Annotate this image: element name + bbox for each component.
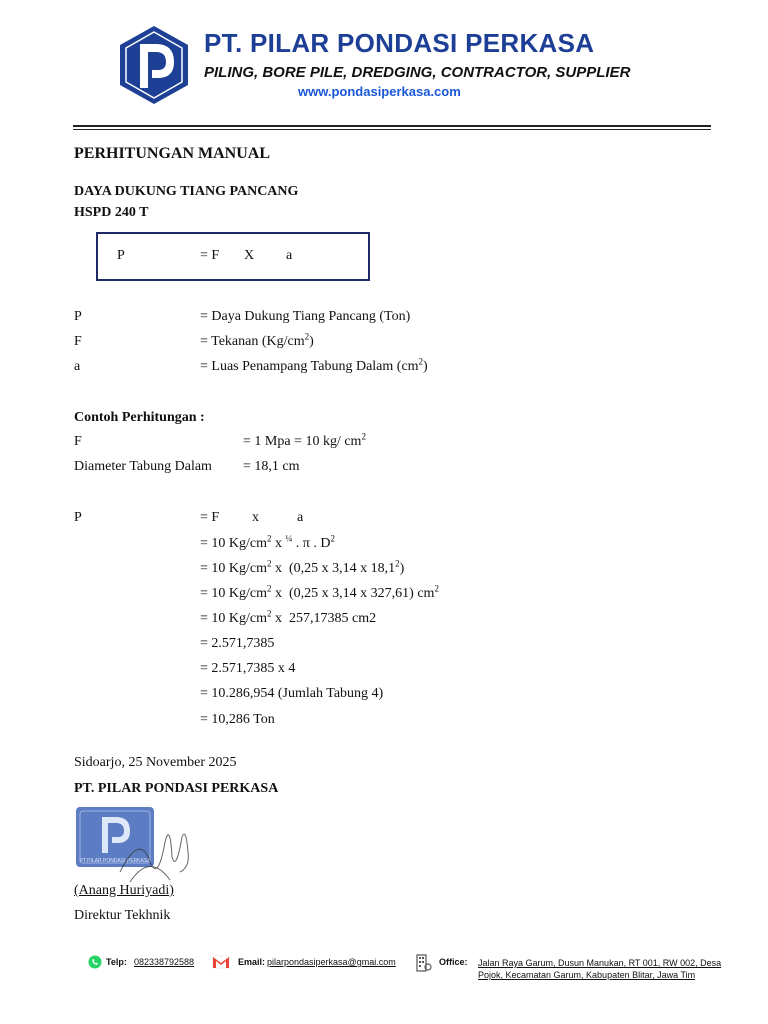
signature-scribble	[110, 812, 200, 892]
calc-p-label: P	[74, 510, 82, 525]
formula-a: a	[286, 248, 293, 263]
calc-line-2: = 10 $Kg/cm^2$ x $^{\frac{1}{4}}$ . π . $D^2$	[200, 533, 335, 551]
signatory-name: (Anang Huriyadi)	[74, 883, 174, 898]
calc-line-1-eq: = F	[200, 510, 220, 525]
gmail-icon	[212, 955, 230, 969]
definition-text-f: = Tekanan $(Kg/cm^2)$	[200, 331, 314, 349]
calc-line-5: = 10 $Kg/cm^2$ x 257,17385 cm2	[200, 608, 377, 626]
telp-label: Telp:	[106, 957, 127, 967]
example-heading: Contoh Perhitungan :	[74, 410, 205, 425]
company-name: PT. PILAR PONDASI PERKASA	[204, 28, 595, 58]
example-diameter-label: Diameter Tabung Dalam	[74, 459, 212, 474]
place-date: Sidoarjo, 25 November 2025	[74, 755, 237, 770]
signatory-position: Direktur Tekhnik	[74, 908, 171, 923]
formula-eq-f: = F	[200, 248, 220, 263]
calc-line-8: = 10.286,954 (Jumlah Tabung 4)	[200, 686, 384, 701]
calc-line-6: = 2.571,7385	[200, 636, 275, 651]
definition-symbol-a: a	[74, 359, 81, 374]
formula-p: P	[117, 248, 125, 263]
calc-line-7: = 2.571,7385 x 4	[200, 661, 296, 676]
example-diameter-value: = 18,1 cm	[243, 459, 300, 474]
email-value[interactable]: pilarpondasiperkasa@gmai.com	[267, 957, 396, 967]
example-f-value: = 1 Mpa = 10 kg/ $cm^2$	[243, 431, 366, 449]
stamp-text: PT PILAR PONDASI PERKASA	[79, 858, 151, 864]
formula-times: X	[244, 248, 255, 263]
calc-line-1-x: x	[252, 510, 259, 525]
definition-symbol-f: F	[74, 334, 82, 349]
telp-value[interactable]: 082338792588	[134, 957, 195, 967]
header-divider-thick	[73, 125, 711, 127]
definition-symbol-p: P	[74, 309, 82, 324]
whatsapp-icon	[88, 955, 102, 969]
email-label: Email:	[238, 957, 266, 967]
definition-text-a: = Luas Penampang Tabung Dalam $(cm^2)$	[200, 356, 428, 374]
section-subtitle: DAYA DUKUNG TIANG PANCANG	[74, 184, 299, 199]
signature-company: PT. PILAR PONDASI PERKASA	[74, 781, 279, 796]
calc-line-4: = 10 $Kg/cm^2$ x (0,25 x 3,14 x 327,61) $cm^2$	[200, 583, 439, 601]
office-building-icon	[416, 953, 432, 973]
calc-line-1-a: a	[297, 510, 304, 525]
example-f-label: F	[74, 434, 82, 449]
office-address-line2: Pojok, Kecamatan Garum, Kabupaten Blitar, Jawa Tim	[478, 970, 696, 980]
definition-text-p: = Daya Dukung Tiang Pancang (Ton)	[200, 309, 411, 324]
calc-result: = 10,286 Ton	[200, 712, 275, 727]
section-subtitle-model: HSPD 240 T	[74, 205, 149, 220]
office-label: Office:	[439, 957, 468, 967]
company-website[interactable]: www.pondasiperkasa.com	[298, 84, 461, 99]
company-tagline: PILING, BORE PILE, DREDGING, CONTRACTOR, SUPPLIER	[204, 64, 631, 81]
header-divider-thin	[73, 129, 711, 130]
office-address-line1: Jalan Raya Garum, Dusun Manukan, RT 001, RW 002, Desa	[478, 958, 722, 968]
calc-line-3: = 10 $Kg/cm^2$ x (0,25 x 3,14 x 18,1$^2$)	[200, 558, 405, 576]
formula-box	[96, 232, 370, 281]
document-title: PERHITUNGAN MANUAL	[74, 145, 270, 162]
company-logo-mark	[118, 24, 190, 106]
company-logo	[118, 24, 190, 106]
